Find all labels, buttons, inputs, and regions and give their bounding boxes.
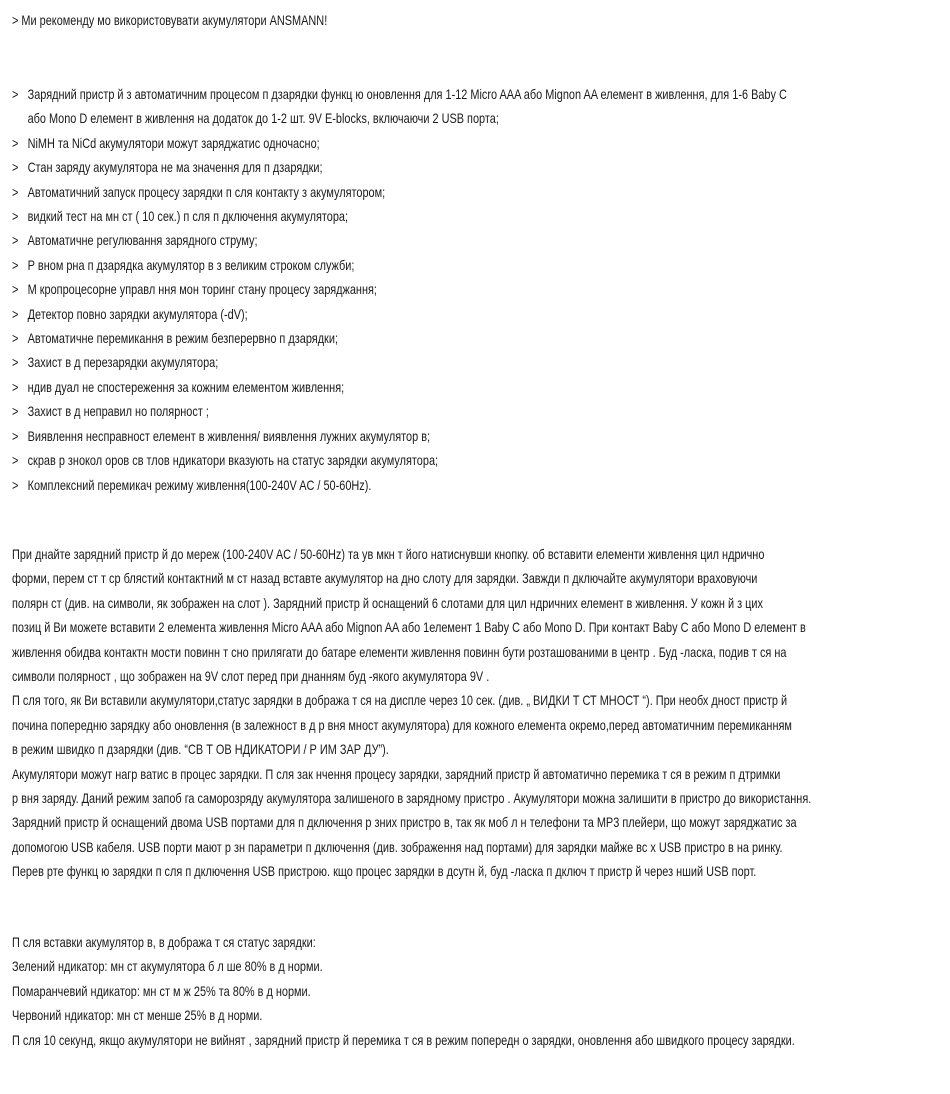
instruction-line: в режим швидко п дзарядки (див. “СВ Т ОВ НДИКАТОРИ / Р ИМ ЗАР ДУ”). — [12, 741, 389, 758]
instruction-line: Зарядний пристр й оснащений двома USB портами для п дключення р зних пристро в, так як моб л н телефони та MP3 плейери, що можут заряджатис за — [12, 814, 797, 831]
bullet-marker: > — [12, 86, 19, 102]
feature-text: скрав р знокол оров св тлов ндикатори вказують на статус зарядки акумулятора; — [27, 452, 439, 469]
bullet-marker: > — [12, 159, 19, 176]
feature-item — [12, 228, 787, 252]
feature-list — [12, 82, 787, 497]
feature-item — [12, 82, 787, 131]
feature-text: Стан заряду акумулятора не ма значення для п дзарядки; — [27, 159, 323, 176]
feature-item — [12, 424, 787, 448]
instruction-line: Акумулятори можут нагр ватис в процес зарядки. П сля зак нчення процесу зарядки, зарядний пристр й автоматично перемика т ся в режим п дтримки — [12, 765, 781, 782]
bullet-marker: > — [12, 183, 19, 200]
bullet-marker: > — [12, 330, 19, 347]
feature-item — [12, 253, 787, 277]
feature-text: ндив дуал не спостереження за кожним елементом живлення; — [27, 378, 345, 395]
feature-text: Автоматичне перемикання в режим безперервно п дзарядки; — [27, 330, 338, 347]
feature-text: або Mono D елемент в живлення на додаток до 1-2 шт. 9V E-blocks, включаючи 2 USB порта; — [27, 110, 499, 127]
feature-text: Р вном рна п дзарядка акумулятор в з великим строком служби; — [27, 256, 355, 273]
instruction-line: Перев рте функц ю зарядки п сля п дключення USB пристрою. кщо процес зарядки в дсутн й, буд -ласка п дключ т пристр й через нший USB порт. — [12, 863, 757, 880]
status-green-indicator: Зелений ндикатор: мн ст акумулятора б л ше 80% в д норми. — [12, 958, 323, 975]
feature-item — [12, 131, 787, 155]
bullet-marker: > — [12, 232, 19, 249]
bullet-marker: > — [12, 452, 19, 469]
bullet-marker: > — [12, 134, 19, 151]
feature-text: Детектор повно зарядки акумулятора (-dV); — [27, 305, 248, 322]
feature-item — [12, 277, 787, 301]
instruction-line: живлення обидва контактн мости повинн т сно прилягати до батаре елементи живлення повинн бути розташованими в центр . Буд -ласка, подив т ся на — [12, 643, 787, 660]
feature-item — [12, 473, 787, 497]
charge-status-section — [12, 930, 795, 1052]
feature-text: Виявлення несправност елемент в живлення/ виявлення лужних акумулятор в; — [27, 427, 431, 444]
status-heading: П сля вставки акумулятор в, в дображa т ся статус зарядки: — [12, 934, 316, 950]
bullet-marker: > — [12, 354, 19, 371]
instructions-paragraph — [12, 542, 811, 884]
instruction-line: При днайте зарядний пристр й до мереж (100-240V AC / 50-60Hz) та ув мкн т його натиснувши кнопку. об вставити елементи живлення цил ндрично — [12, 546, 765, 562]
bullet-marker: > — [12, 281, 19, 298]
intro-line — [12, 8, 327, 32]
instruction-line: П сля того, як Ви вставили акумулятори,статус зарядки в добража т ся на диспле через 10 сек. (див. „ ВИДКИ Т СТ МНОСТ “). При необх дност пристр й — [12, 692, 788, 709]
feature-text: видкий тест на мн ст ( 10 сек.) п сля п дключення акумулятора; — [27, 208, 349, 225]
bullet-marker: > — [12, 403, 19, 420]
instruction-line: форми, перем ст т ср блястий контактний м ст назад вставте акумулятор на дно слоту для зарядки. Завжди п дключайте акумулятори враховуючи — [12, 570, 758, 587]
feature-item — [12, 302, 787, 326]
instruction-line: символи полярност , що зображен на 9V слот перед при днанням буд -якого акумулятора 9V . — [12, 668, 490, 685]
instruction-line: р вня заряду. Даний режим запоб га саморозряду акумулятора залишеного в зарядному пристро . Акумулятори можна залишити в пристро до використання. — [12, 790, 812, 807]
status-note: П сля 10 секунд, якщо акумулятори не вийнят , зарядний пристр й перемика т ся в режим попередн о зарядки, оновлення або швидкого процесу зарядки. — [12, 1031, 795, 1048]
feature-item — [12, 399, 787, 423]
feature-text: Зарядний пристр й з автоматичним процесом п дзарядки функц ю оновлення для 1-12 Micro AAA або Mignon AA елемент в живлення, для 1-6 Baby C — [27, 86, 787, 102]
feature-text: М кропроцесорне управл ння мон торинг стану процесу заряджання; — [27, 281, 377, 298]
feature-item — [12, 375, 787, 399]
bullet-marker: > — [12, 378, 19, 395]
bullet-marker: > — [12, 256, 19, 273]
instruction-line: починa попередню зарядку або оновлення (в залежност в д р вня мност акумулятора) для кожного елемента окремо,перед автоматичним перемиканням — [12, 716, 792, 733]
feature-item — [12, 204, 787, 228]
feature-item — [12, 326, 787, 350]
instruction-line: допомогою USB кабеля. USB порти мают р зн параметри п дключення (див. зображення над портами) для зарядки майже вс х USB пристро в на ринку. — [12, 838, 783, 855]
feature-text: Автоматичний запуск процесу зарядки п сля контакту з акумулятором; — [27, 183, 386, 200]
feature-item — [12, 180, 787, 204]
feature-text: NiMH та NiCd акумулятори можут заряджатис одночасно; — [27, 134, 320, 151]
feature-text: Захист в д перезарядки акумулятора; — [27, 354, 219, 371]
bullet-marker: > — [12, 427, 19, 444]
instruction-line: позиц й Ви можете вставити 2 елемента живлення Micro AAA або Mignon AA або 1елемент 1 Baby C або Mono D. При контакт Baby C або Mono D елемент в — [12, 619, 806, 636]
feature-item — [12, 155, 787, 179]
status-red-indicator: Червоний ндикатор: мн ст менше 25% в д норми. — [12, 1007, 263, 1024]
feature-text: Автоматичне регулювання зарядного струму; — [27, 232, 258, 249]
feature-text: Комплексний перемикач режиму живлення(100-240V AC / 50-60Hz). — [27, 476, 372, 493]
feature-text: Захист в д неправил но полярност ; — [27, 403, 209, 420]
feature-item — [12, 350, 787, 374]
feature-item — [12, 448, 787, 472]
instruction-line: полярн ст (див. на символи, як зображен на слот ). Зарядний пристр й оснащений 6 слотами для цил ндричних елемент в живлення. У кожн й з цих — [12, 594, 763, 611]
bullet-marker: > — [12, 208, 19, 225]
status-orange-indicator: Помаранчевий ндикатор: мн ст м ж 25% та 80% в д норми. — [12, 982, 311, 999]
bullet-marker: > — [12, 476, 19, 493]
intro-text: > Ми рекоменду мо використовувати акумулятори ANSMANN! — [12, 12, 328, 28]
bullet-marker: > — [12, 305, 19, 322]
